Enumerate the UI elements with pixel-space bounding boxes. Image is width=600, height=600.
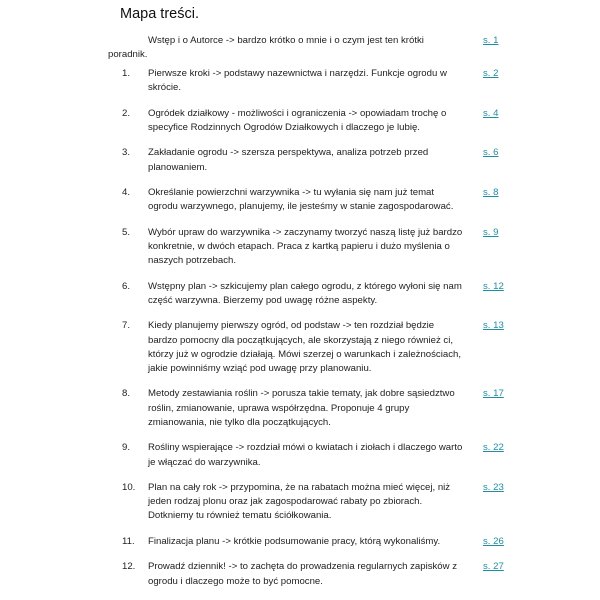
toc-entry-11: [108, 535, 508, 549]
toc-page-link[interactable]: s. 6: [483, 147, 499, 159]
toc-page-link[interactable]: s. 22: [483, 442, 504, 454]
toc-entry-12: [108, 560, 508, 588]
toc-page-link[interactable]: s. 13: [483, 320, 504, 332]
toc-entry-number: 9.: [122, 442, 131, 454]
toc-page-link[interactable]: s. 4: [483, 107, 499, 119]
toc-entry-number: 7.: [122, 320, 131, 332]
toc-entry-text: Prowadź dziennik! -> to zachęta do prowadzenia regularnych zapisków z ogrodu i dlaczego może to być pomocne.: [148, 561, 458, 587]
toc-page-link[interactable]: s. 9: [483, 226, 499, 238]
toc-entry-text: Metody zestawiania roślin -> porusza takie tematy, jak dobre sąsiedztwo roślin, zmianowanie, uprawa współrzędna. Proponuje 4 grupy zmianowania, nie tylko dla początkujących.: [148, 388, 455, 428]
toc-page-link[interactable]: s. 1: [483, 35, 499, 46]
toc-entry-10: [108, 481, 508, 524]
toc-entry-4: [108, 186, 508, 214]
toc-entry-6: [108, 280, 508, 308]
toc-entry-number: 6.: [122, 280, 131, 292]
toc-entry-number: 4.: [122, 187, 131, 199]
toc-entry-number: 8.: [122, 388, 131, 400]
toc-entry-text: Określanie powierzchni warzywnika -> tu wyłania się nam już temat ogrodu warzywnego, planujemy, ile jesteśmy w stanie zagospodarować.: [148, 187, 454, 213]
toc-entry-text: Kiedy planujemy pierwszy ogród, od podstaw -> ten rozdział będzie bardzo pomocny dla początkujących, ale skorzystają z niego również ci, którzy już w ogrodzie działają. Mówi szerzej o warunkach i zależnościach, jakie powinniśmy wziąć pod uwagę przy planowaniu.: [148, 320, 461, 374]
toc-entry-number: 5.: [122, 226, 131, 238]
toc-page-link[interactable]: s. 27: [483, 561, 504, 573]
toc-entry-text: Plan na cały rok -> przypomina, że na rabatach można mieć więcej, niż jeden rodzaj plonu oraz jak zagospodarować rabaty po zbiorach. Dotkniemy tu również tematu ściółkowania.: [148, 482, 451, 522]
toc-entry-number: 10.: [122, 482, 136, 494]
toc-entry-1: [108, 67, 508, 95]
toc-entry-2: [108, 107, 508, 135]
toc-page-link[interactable]: s. 2: [483, 67, 499, 79]
toc-entry-9: [108, 441, 508, 469]
toc-entry-text: Wybór upraw do warzywnika -> zaczynamy tworzyć naszą listę już bardzo konkretnie, w dwóch etapach. Praca z kartką papieru i dużo myślenia o naszych potrzebach.: [148, 226, 463, 267]
toc-entry-intro: [108, 34, 508, 62]
toc-entry-text: Wstępny plan -> szkicujemy plan całego ogrodu, z którego wyłoni się nam część warzywna. Bierzemy pod uwagę różne aspekty.: [148, 280, 462, 306]
table-of-contents: [108, 34, 508, 600]
toc-entry-number: 2.: [122, 107, 131, 119]
toc-heading: Mapa treści.: [120, 6, 199, 22]
toc-entry-number: 1.: [122, 67, 131, 79]
toc-entry-number: 12.: [122, 561, 136, 573]
toc-entry-text: Zakładanie ogrodu -> szersza perspektywa, analiza potrzeb przed planowaniem.: [148, 147, 429, 173]
toc-page-link[interactable]: s. 8: [483, 187, 499, 199]
toc-entry-number: 3.: [122, 147, 131, 159]
toc-entry-text: Rośliny wspierające -> rozdział mówi o kwiatach i ziołach i dlaczego warto je włączać do warzywnika.: [148, 442, 463, 468]
toc-page-link[interactable]: s. 26: [483, 535, 504, 547]
toc-entry-8: [108, 387, 508, 430]
toc-entry-text: Wstęp i o Autorce -> bardzo krótko o mnie i o czym jest ten krótki poradnik.: [108, 35, 424, 61]
toc-entry-text: Finalizacja planu -> krótkie podsumowanie pracy, którą wykonaliśmy.: [148, 535, 441, 547]
toc-entry-7: [108, 319, 508, 376]
toc-entry-text: Ogródek działkowy - możliwości i ograniczenia -> opowiadam trochę o specyfice Rodzinnych Ogrodów Działkowych i dlaczego je lubię.: [148, 107, 447, 133]
toc-entry-number: 11.: [122, 535, 135, 547]
toc-entry-3: [108, 146, 508, 174]
toc-entry-text: Pierwsze kroki -> podstawy nazewnictwa i narzędzi. Funkcje ogrodu w skrócie.: [148, 67, 447, 94]
toc-entry-5: [108, 226, 508, 269]
toc-page-link[interactable]: s. 17: [483, 388, 504, 400]
toc-page-link[interactable]: s. 23: [483, 482, 504, 494]
toc-page-link[interactable]: s. 12: [483, 280, 504, 292]
